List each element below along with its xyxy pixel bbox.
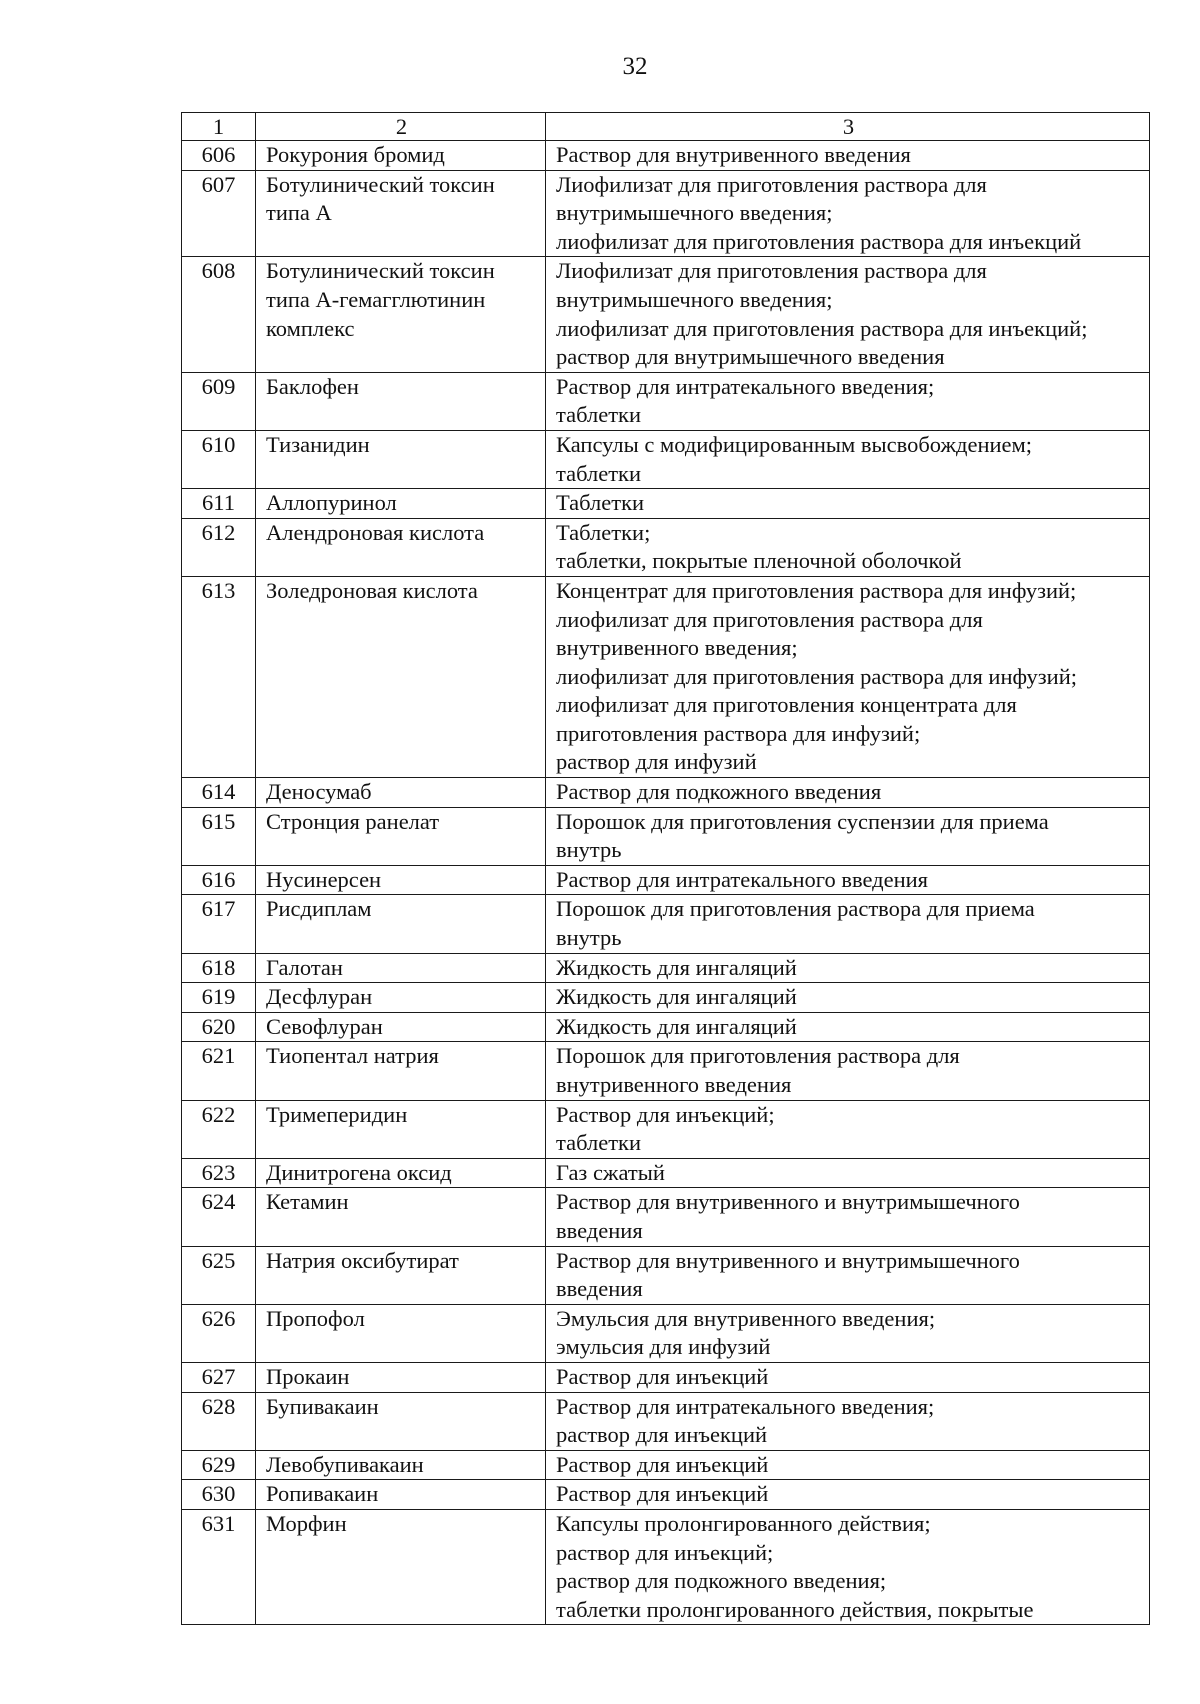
dosage-forms-cell: Раствор для внутривенного и внутримышечного введения (546, 1188, 1150, 1246)
row-number-cell: 618 (182, 953, 256, 983)
dosage-forms-cell: Раствор для инъекций; таблетки (546, 1100, 1150, 1158)
table-row (182, 489, 1150, 519)
dosage-forms-cell: Лиофилизат для приготовления раствора для внутримышечного введения; лиофилизат для приготовления раствора для инъекций; раствор для внутримышечного введения (546, 257, 1150, 372)
dosage-forms-cell: Капсулы с модифицированным высвобождением; таблетки (546, 430, 1150, 488)
dosage-forms-cell: Раствор для интратекального введения; таблетки (546, 372, 1150, 430)
drug-name-cell: Ботулинический токсин типа А-гемагглютинин комплекс (256, 257, 546, 372)
table-row (182, 895, 1150, 953)
row-number-cell: 631 (182, 1509, 256, 1624)
drug-name-cell: Золедроновая кислота (256, 576, 546, 777)
dosage-forms-cell: Эмульсия для внутривенного введения; эмульсия для инфузий (546, 1304, 1150, 1362)
row-number-cell: 624 (182, 1188, 256, 1246)
table-row (182, 141, 1150, 171)
dosage-forms-cell: Раствор для интратекального введения (546, 865, 1150, 895)
row-number-cell: 628 (182, 1392, 256, 1450)
drug-name-cell: Севофлуран (256, 1012, 546, 1042)
row-number-cell: 607 (182, 170, 256, 257)
row-number-cell: 625 (182, 1246, 256, 1304)
table-row (182, 430, 1150, 488)
row-number-cell: 617 (182, 895, 256, 953)
dosage-forms-cell: Раствор для инъекций (546, 1362, 1150, 1392)
table-row (182, 807, 1150, 865)
drug-name-cell: Десфлуран (256, 983, 546, 1013)
drug-name-cell: Стронция ранелат (256, 807, 546, 865)
dosage-forms-cell: Таблетки; таблетки, покрытые пленочной оболочкой (546, 518, 1150, 576)
drug-name-cell: Рисдиплам (256, 895, 546, 953)
row-number-cell: 626 (182, 1304, 256, 1362)
drug-name-cell: Рокурония бромид (256, 141, 546, 171)
table-header-row (182, 113, 1150, 141)
row-number-cell: 627 (182, 1362, 256, 1392)
dosage-forms-cell: Порошок для приготовления раствора для внутривенного введения (546, 1042, 1150, 1100)
table-body (182, 113, 1150, 1625)
table-row (182, 576, 1150, 777)
table-row (182, 983, 1150, 1013)
dosage-forms-cell: Газ сжатый (546, 1158, 1150, 1188)
drug-name-cell: Аллопуринол (256, 489, 546, 519)
drug-name-cell: Натрия оксибутират (256, 1246, 546, 1304)
dosage-forms-cell: Жидкость для ингаляций (546, 983, 1150, 1013)
row-number-cell: 620 (182, 1012, 256, 1042)
table-row (182, 1246, 1150, 1304)
row-number-cell: 606 (182, 141, 256, 171)
row-number-cell: 629 (182, 1450, 256, 1480)
dosage-forms-cell: Концентрат для приготовления раствора для инфузий; лиофилизат для приготовления раствора для внутривенного введения; лиофилизат для приготовления раствора для инфузий; лиофилизат для приготовления концентрата для приготовления раствора для инфузий; раствор для инфузий (546, 576, 1150, 777)
table-row (182, 1450, 1150, 1480)
row-number-cell: 616 (182, 865, 256, 895)
table-row (182, 1480, 1150, 1510)
page-number: 32 (622, 53, 648, 80)
table-row (182, 1509, 1150, 1624)
row-number-cell: 622 (182, 1100, 256, 1158)
row-number-cell: 612 (182, 518, 256, 576)
drug-name-cell: Алендроновая кислота (256, 518, 546, 576)
table-row (182, 1304, 1150, 1362)
drug-name-cell: Левобупивакаин (256, 1450, 546, 1480)
row-number-cell: 611 (182, 489, 256, 519)
drug-name-cell: Ботулинический токсин типа А (256, 170, 546, 257)
row-number-cell: 608 (182, 257, 256, 372)
drug-name-cell: Нусинерсен (256, 865, 546, 895)
table-row (182, 1158, 1150, 1188)
dosage-forms-cell: Жидкость для ингаляций (546, 1012, 1150, 1042)
dosage-forms-cell: Раствор для инъекций (546, 1450, 1150, 1480)
table-row (182, 518, 1150, 576)
column-header-3: 3 (546, 113, 1150, 141)
drug-name-cell: Тиопентал натрия (256, 1042, 546, 1100)
table-row (182, 1042, 1150, 1100)
dosage-forms-cell: Порошок для приготовления суспензии для приема внутрь (546, 807, 1150, 865)
row-number-cell: 613 (182, 576, 256, 777)
row-number-cell: 610 (182, 430, 256, 488)
table-row (182, 778, 1150, 808)
row-number-cell: 614 (182, 778, 256, 808)
dosage-forms-cell: Раствор для внутривенного и внутримышечного введения (546, 1246, 1150, 1304)
drug-name-cell: Деносумаб (256, 778, 546, 808)
row-number-cell: 623 (182, 1158, 256, 1188)
table-row (182, 953, 1150, 983)
table-row (182, 170, 1150, 257)
drug-name-cell: Прокаин (256, 1362, 546, 1392)
row-number-cell: 615 (182, 807, 256, 865)
table-row (182, 372, 1150, 430)
table-row (182, 865, 1150, 895)
drug-name-cell: Ропивакаин (256, 1480, 546, 1510)
column-header-2: 2 (256, 113, 546, 141)
dosage-forms-cell: Раствор для интратекального введения; раствор для инъекций (546, 1392, 1150, 1450)
dosage-forms-cell: Капсулы пролонгированного действия; раствор для инъекций; раствор для подкожного введения; таблетки пролонгированного действия, покрытые (546, 1509, 1150, 1624)
table-row (182, 1012, 1150, 1042)
table-row (182, 1362, 1150, 1392)
drug-name-cell: Баклофен (256, 372, 546, 430)
table-row (182, 1392, 1150, 1450)
drug-table (181, 112, 1150, 1625)
drug-name-cell: Тизанидин (256, 430, 546, 488)
dosage-forms-cell: Таблетки (546, 489, 1150, 519)
dosage-forms-cell: Раствор для внутривенного введения (546, 141, 1150, 171)
drug-name-cell: Галотан (256, 953, 546, 983)
dosage-forms-cell: Лиофилизат для приготовления раствора для внутримышечного введения; лиофилизат для приготовления раствора для инъекций (546, 170, 1150, 257)
drug-name-cell: Бупивакаин (256, 1392, 546, 1450)
dosage-forms-cell: Порошок для приготовления раствора для приема внутрь (546, 895, 1150, 953)
row-number-cell: 619 (182, 983, 256, 1013)
drug-name-cell: Морфин (256, 1509, 546, 1624)
drug-name-cell: Кетамин (256, 1188, 546, 1246)
row-number-cell: 630 (182, 1480, 256, 1510)
column-header-1: 1 (182, 113, 256, 141)
table-row (182, 1100, 1150, 1158)
row-number-cell: 609 (182, 372, 256, 430)
drug-name-cell: Динитрогена оксид (256, 1158, 546, 1188)
row-number-cell: 621 (182, 1042, 256, 1100)
drug-name-cell: Пропофол (256, 1304, 546, 1362)
dosage-forms-cell: Раствор для подкожного введения (546, 778, 1150, 808)
drug-name-cell: Тримеперидин (256, 1100, 546, 1158)
dosage-forms-cell: Раствор для инъекций (546, 1480, 1150, 1510)
dosage-forms-cell: Жидкость для ингаляций (546, 953, 1150, 983)
table-row (182, 1188, 1150, 1246)
table-row (182, 257, 1150, 372)
